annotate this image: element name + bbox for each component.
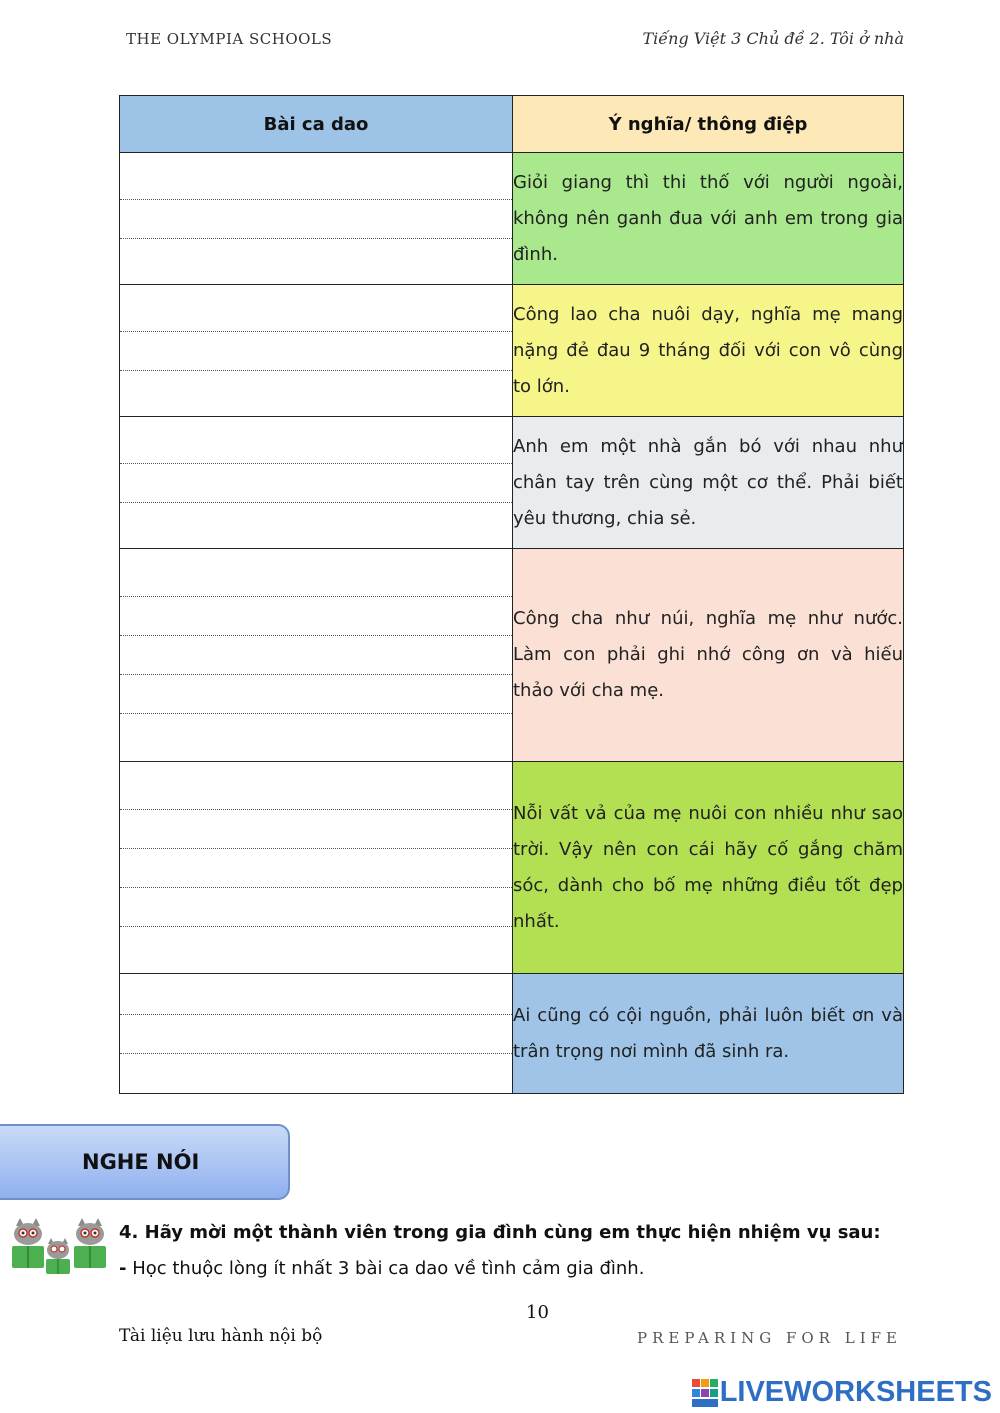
meaning-cell: Ai cũng có cội nguồn, phải luôn biết ơn và trân trọng nơi mình đã sinh ra. bbox=[513, 974, 904, 1094]
ca-dao-answer-cell[interactable] bbox=[120, 549, 513, 762]
table-row bbox=[120, 974, 904, 1094]
answer-line[interactable] bbox=[120, 848, 512, 849]
column-header-ca-dao: Bài ca dao bbox=[120, 96, 513, 153]
section-banner bbox=[0, 1124, 290, 1200]
ca-dao-answer-cell[interactable] bbox=[120, 285, 513, 417]
answer-line[interactable] bbox=[120, 502, 512, 503]
answer-line[interactable] bbox=[120, 674, 512, 675]
answer-line[interactable] bbox=[120, 596, 512, 597]
meaning-cell: Công lao cha nuôi dạy, nghĩa mẹ mang nặng đẻ đau 9 tháng đối với con vô cùng to lớn. bbox=[513, 285, 904, 417]
table-row bbox=[120, 153, 904, 285]
column-header-meaning: Ý nghĩa/ thông điệp bbox=[513, 96, 904, 153]
ca-dao-answer-cell[interactable] bbox=[120, 153, 513, 285]
answer-line[interactable] bbox=[120, 926, 512, 927]
table-row bbox=[120, 417, 904, 549]
reading-cats-icon bbox=[6, 1218, 110, 1276]
school-name: THE OLYMPIA SCHOOLS bbox=[126, 30, 333, 48]
meaning-cell: Nỗi vất vả của mẹ nuôi con nhiều như sao trời. Vậy nên con cái hãy cố gắng chăm sóc, dành cho bố mẹ những điều tốt đẹp nhất. bbox=[513, 762, 904, 974]
table-row bbox=[120, 285, 904, 417]
answer-line[interactable] bbox=[120, 713, 512, 714]
bullet-dash: - bbox=[119, 1258, 127, 1279]
ca-dao-answer-cell[interactable] bbox=[120, 417, 513, 549]
footer-note: Tài liệu lưu hành nội bộ bbox=[119, 1326, 323, 1346]
watermark-text: LIVEWORKSHEETS bbox=[719, 1376, 992, 1408]
table-header-row bbox=[120, 96, 904, 153]
liveworksheets-watermark[interactable] bbox=[692, 1376, 992, 1409]
ca-dao-answer-cell[interactable] bbox=[120, 974, 513, 1094]
ca-dao-table bbox=[119, 95, 904, 1094]
answer-line[interactable] bbox=[120, 331, 512, 332]
table-row bbox=[120, 762, 904, 974]
liveworksheets-logo-icon bbox=[692, 1379, 718, 1407]
answer-line[interactable] bbox=[120, 1053, 512, 1054]
page-number: 10 bbox=[526, 1302, 549, 1323]
meaning-cell: Công cha như núi, nghĩa mẹ như nước. Làm con phải ghi nhớ công ơn và hiếu thảo với cha mẹ. bbox=[513, 549, 904, 762]
ca-dao-answer-cell[interactable] bbox=[120, 762, 513, 974]
answer-line[interactable] bbox=[120, 1014, 512, 1015]
footer-slogan: PREPARING FOR LIFE bbox=[637, 1329, 902, 1347]
answer-line[interactable] bbox=[120, 809, 512, 810]
table-row bbox=[120, 549, 904, 762]
answer-line[interactable] bbox=[120, 238, 512, 239]
answer-line[interactable] bbox=[120, 463, 512, 464]
task-text: Học thuộc lòng ít nhất 3 bài ca dao về tình cảm gia đình. bbox=[126, 1258, 645, 1279]
answer-line[interactable] bbox=[120, 370, 512, 371]
meaning-cell: Giỏi giang thì thi thố với người ngoài, không nên ganh đua với anh em trong gia đình. bbox=[513, 153, 904, 285]
task-instruction bbox=[119, 1258, 644, 1279]
answer-line[interactable] bbox=[120, 635, 512, 636]
section-title: NGHE NÓI bbox=[82, 1150, 200, 1174]
task-title: 4. Hãy mời một thành viên trong gia đình cùng em thực hiện nhiệm vụ sau: bbox=[119, 1222, 881, 1243]
meaning-cell: Anh em một nhà gắn bó với nhau như chân tay trên cùng một cơ thể. Phải biết yêu thương, chia sẻ. bbox=[513, 417, 904, 549]
subject-title: Tiếng Việt 3 Chủ đề 2. Tôi ở nhà bbox=[642, 29, 904, 48]
answer-line[interactable] bbox=[120, 887, 512, 888]
answer-line[interactable] bbox=[120, 199, 512, 200]
